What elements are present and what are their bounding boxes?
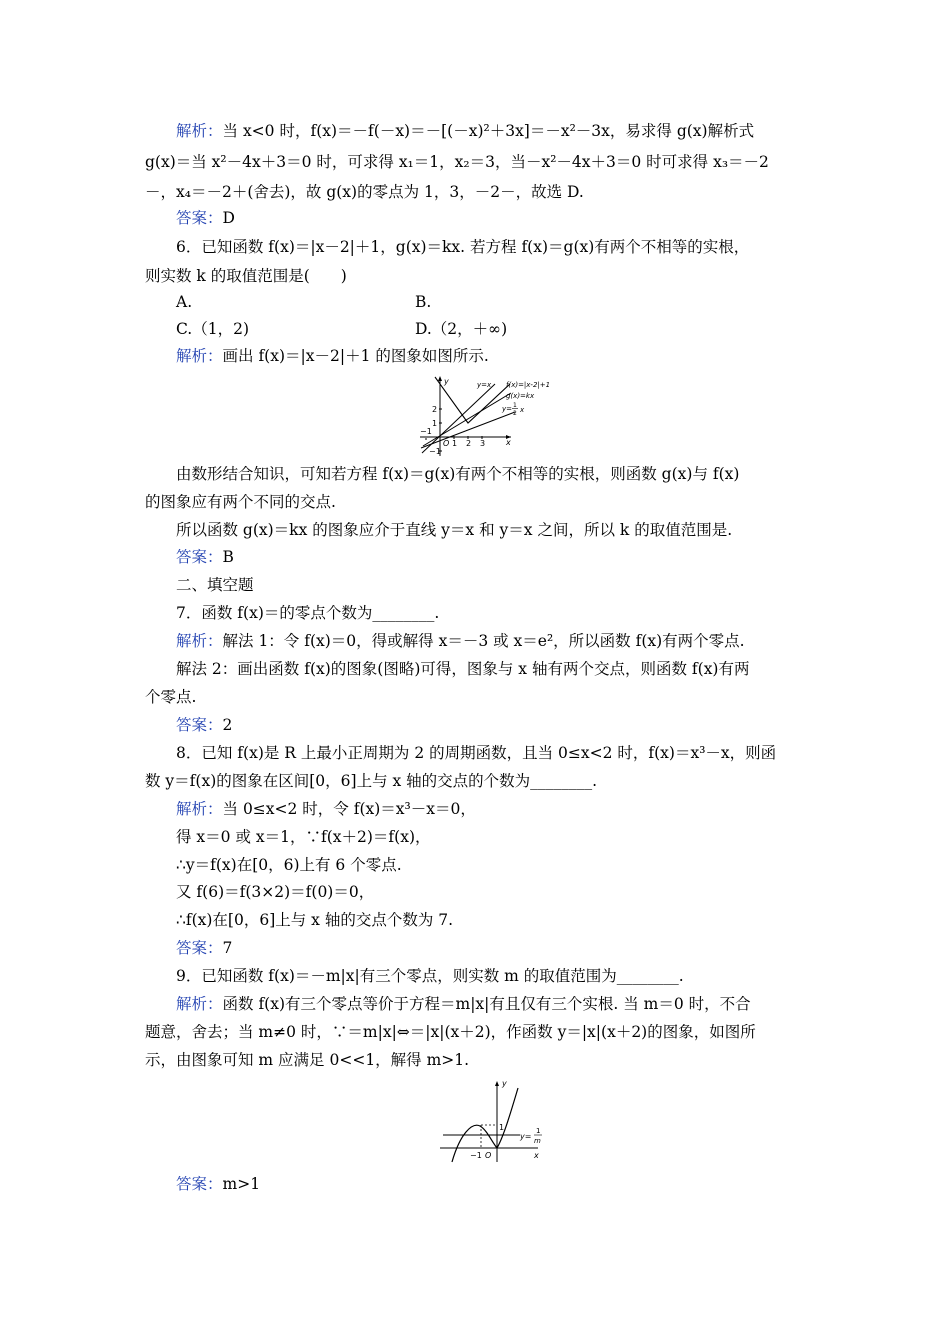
line-12: 所以函数 g(x)＝kx 的图象应介于直线 y＝x 和 y＝x 之间，所以 k 的取值范围是. [176, 521, 733, 539]
line-31: 示，由图象可知 m 应满足 0<<1，解得 m>1. [145, 1051, 470, 1069]
analysis-label: 解析： [176, 800, 223, 818]
line-9: 解析：画出 f(x)＝|x－2|＋1 的图象如图所示. [176, 347, 489, 365]
label-half-num: 1 [513, 402, 517, 409]
label-yx: y=x [477, 381, 492, 389]
label-half-x: x [520, 406, 525, 414]
line-19: 答案：2 [176, 716, 233, 734]
answer-label: 答案： [176, 548, 223, 566]
tick-label-y1: 1 [432, 419, 438, 428]
line-11: 的图象应有两个不同的交点. [145, 493, 336, 511]
label-half-prefix: y= [502, 405, 513, 413]
line-22: 解析：当 0≤x<2 时，令 f(x)＝x³－x＝0， [176, 800, 476, 818]
tick-label-y2: 2 [432, 405, 438, 414]
option-b: B. [415, 293, 432, 311]
option-d: D.（2，＋∞) [415, 320, 508, 338]
question-8: 8．已知 f(x)是 R 上最小正周期为 2 的周期函数，且当 0≤x<2 时，f(x)＝x³－x，则函 [176, 744, 777, 762]
line-23: 得 x＝0 或 x＝1，∵f(x＋2)＝f(x)， [176, 828, 431, 846]
label-y: y [444, 377, 449, 386]
analysis-label: 解析： [176, 122, 223, 140]
line-25: 又 f(6)＝f(3×2)＝f(0)＝0， [176, 883, 375, 901]
question-8-cont: 数 y＝f(x)的图象在区间[0，6]上与 x 轴的交点的个数为________. [145, 772, 598, 790]
line-2: g(x)＝当 x²－4x＋3＝0 时，可求得 x₁＝1，x₂＝3，当－x²－4x＋3＝0 时可求得 x₃＝－2 [145, 153, 769, 171]
answer-label: 答案： [176, 1175, 223, 1193]
y-axis-arrow [438, 376, 442, 381]
tick-label-ym1: −1 [429, 447, 441, 456]
answer-label: 答案： [176, 209, 223, 227]
label-y-eq: y= [520, 1132, 532, 1141]
label-gx: g(x)=kx [506, 392, 535, 400]
analysis-label: 解析： [176, 995, 223, 1013]
label-den: m [534, 1137, 541, 1145]
answer-label: 答案： [176, 716, 223, 734]
line-30: 题意，舍去；当 m≠0 时，∵＝m|x|⇔＝|x|(x＋2)，作函数 y＝|x|(x＋2)的图象，如图所 [145, 1023, 756, 1041]
tick-label-x3: 3 [480, 439, 486, 448]
question-9: 9．已知函数 f(x)＝－m|x|有三个零点，则实数 m 的取值范围为________. [176, 967, 684, 985]
question-7: 7．函数 f(x)＝的零点个数为________. [176, 604, 440, 622]
label-origin: O [485, 1151, 492, 1160]
line-10: 由数形结合知识，可知若方程 f(x)＝g(x)有两个不相等的实根，则函数 g(x)与 f(x) [176, 465, 740, 483]
line-3: －，x₄＝－2＋(舍去)，故 g(x)的零点为 1，3，－2－，故选 D. [145, 183, 584, 201]
line-4: 答案：D [176, 209, 235, 227]
label-origin: O [443, 439, 450, 448]
label-x: x [534, 1151, 539, 1160]
answer-label: 答案： [176, 939, 223, 957]
line-29: 解析：函数 f(x)有三个零点等价于方程＝m|x|有且仅有三个实根. 当 m＝0 时，不合 [176, 995, 751, 1013]
question-6-cont: 则实数 k 的取值范围是( ) [145, 267, 347, 285]
line-18: 个零点. [145, 688, 197, 706]
line-1: 解析：当 x<0 时，f(x)＝－f(－x)＝－[(－x)²＋3x]＝－x²－3x，易求得 g(x)解析式 [176, 122, 755, 140]
label-x: x [506, 438, 511, 447]
figure-2-graph [438, 1078, 553, 1163]
y-axis-arrow [495, 1081, 499, 1086]
line-16: 解析：解法 1：令 f(x)＝0，得或解得 x＝－3 或 x＝e²，所以函数 f(x)有两个零点. [176, 632, 745, 650]
label-fx: f(x)=|x-2|+1 [506, 381, 551, 389]
tick-label-xm1: −1 [420, 427, 432, 436]
analysis-label: 解析： [176, 347, 223, 365]
figure-1-graph [415, 372, 575, 458]
analysis-label: 解析： [176, 632, 223, 650]
tick-label-x1: 1 [452, 439, 458, 448]
line-27: 答案：7 [176, 939, 233, 957]
section-fill-blank: 二、填空题 [176, 576, 254, 594]
line-26: ∴f(x)在[0，6]上与 x 轴的交点个数为 7. [176, 911, 454, 929]
option-a: A. [176, 293, 193, 311]
question-6: 6．已知函数 f(x)＝|x－2|＋1，g(x)＝kx. 若方程 f(x)＝g(x)有两个不相等的实根， [176, 238, 750, 256]
line-17: 解法 2：画出函数 f(x)的图象(图略)可得，图象与 x 轴有两个交点，则函数 f(x)有两 [176, 660, 750, 678]
label-num: 1 [536, 1127, 541, 1135]
tick-label-1: 1 [499, 1123, 505, 1132]
line-24: ∴y＝f(x)在[0，6)上有 6 个零点. [176, 856, 402, 874]
tick-label-m1: −1 [470, 1151, 482, 1160]
label-y: y [502, 1079, 507, 1088]
line-13: 答案：B [176, 548, 234, 566]
option-c: C.（1，2) [176, 320, 250, 338]
tick-label-x2: 2 [466, 439, 472, 448]
line-32: 答案：m>1 [176, 1175, 261, 1193]
label-half-den: 2 [513, 410, 517, 417]
